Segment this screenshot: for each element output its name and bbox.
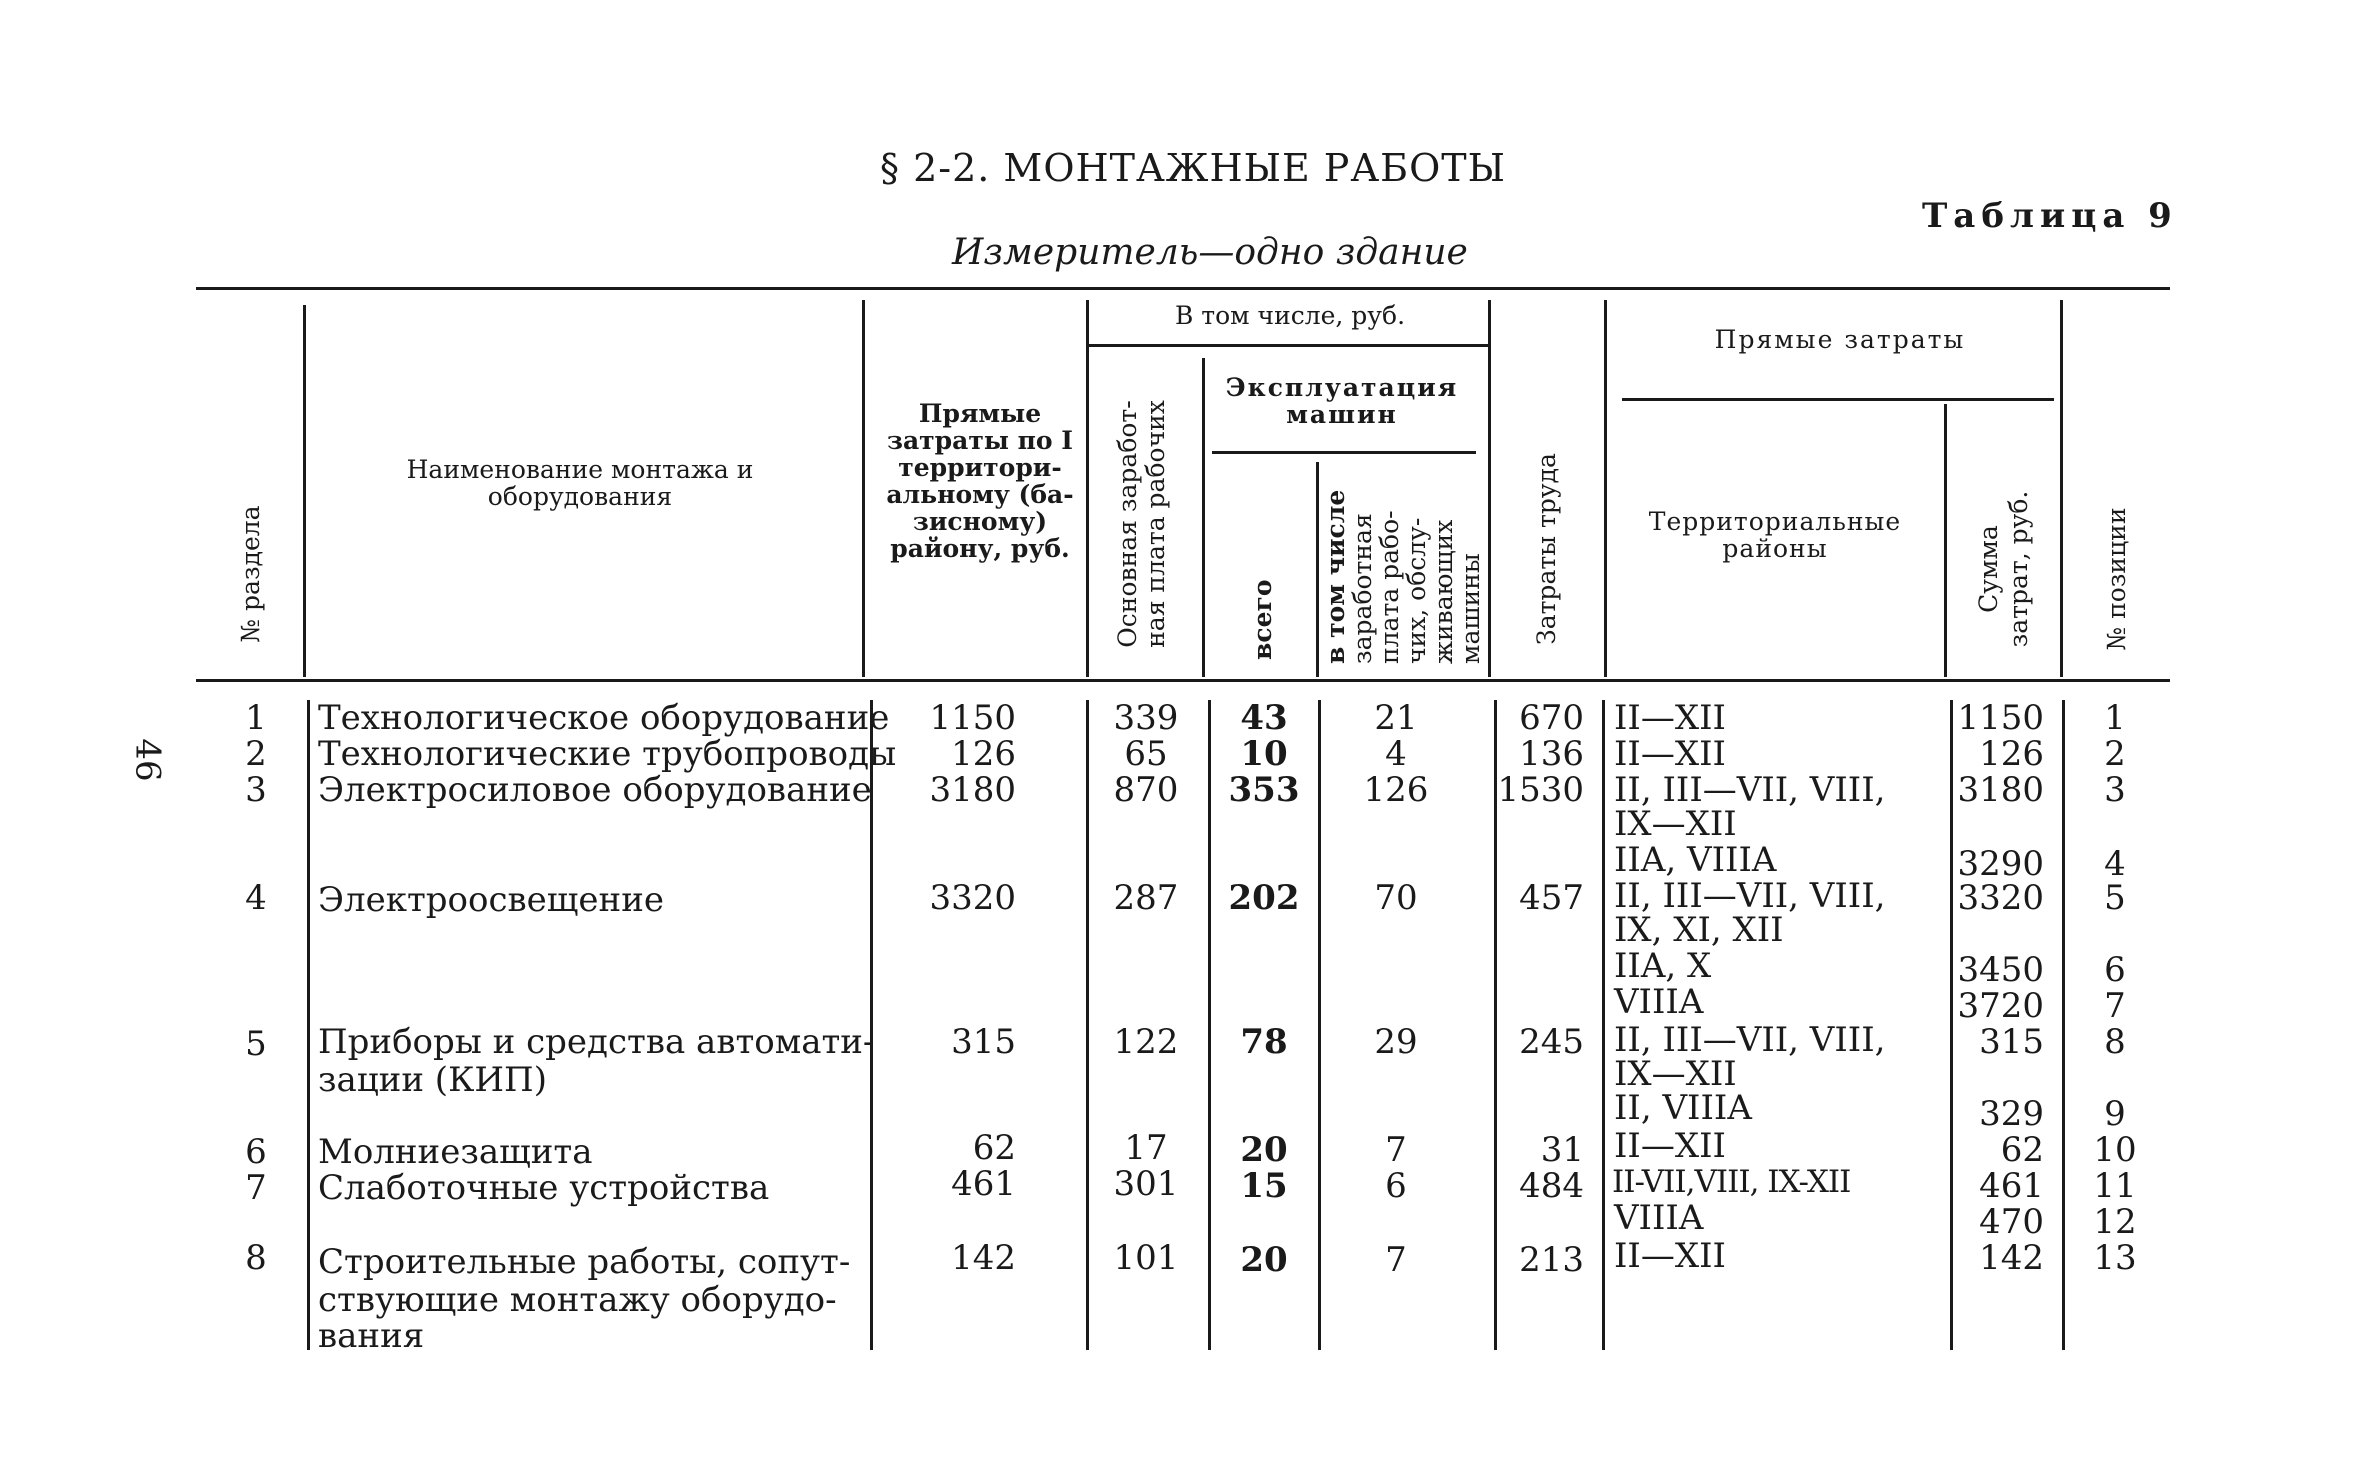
row8-sum: 142	[1979, 1238, 2044, 1278]
row1-mwage: 21	[1374, 698, 1418, 738]
row1-sum: 1150	[1957, 698, 2044, 738]
row8-mach: 20	[1240, 1240, 1288, 1280]
row4-cost: 3320	[929, 878, 1016, 918]
row4b-sum: 3450	[1957, 950, 2044, 990]
row3-mach: 353	[1228, 770, 1300, 810]
vline-4	[1202, 358, 1205, 677]
col-incl-group-header: В том числе, руб.	[1174, 301, 1406, 330]
row6-labor: 31	[1540, 1130, 1584, 1170]
table-top-rule	[196, 287, 2170, 290]
row3b-sum: 3290	[1957, 844, 2044, 884]
row3-pos: 3	[2104, 770, 2126, 810]
col-direct-base-header: Прямые затраты по I территори-альному (ба-зисному) району, руб.	[886, 399, 1074, 563]
row3-labor: 1530	[1497, 770, 1584, 810]
col-regions-header: Территориальные районы	[1648, 507, 1902, 563]
section-title: § 2-2. МОНТАЖНЫЕ РАБОТЫ	[880, 146, 1506, 190]
row8-name-line2: ствующие монтажу оборудо-	[318, 1280, 837, 1320]
row8-cost: 142	[951, 1238, 1016, 1278]
row5-region-line1: II, III—VII, VIII,	[1614, 1020, 1886, 1060]
col-sum-header	[1974, 474, 2034, 664]
row5-cost: 315	[951, 1022, 1016, 1062]
row1-cost: 1150	[929, 698, 1016, 738]
vline-5	[1316, 462, 1319, 677]
row7-cost: 461	[951, 1164, 1016, 1204]
row5-sum: 315	[1979, 1022, 2044, 1062]
col-labor-header: Затраты труда	[1532, 453, 1561, 645]
col-direct-group-header: Прямые затраты	[1714, 325, 1966, 354]
row6-no: 6	[245, 1132, 267, 1172]
machine-wage-bold: в том числе	[1321, 489, 1350, 664]
page-number: 46	[127, 738, 168, 782]
row6-mwage: 7	[1385, 1130, 1407, 1170]
row4c-region: VIIIA	[1614, 982, 1704, 1022]
body-vline-8	[1950, 700, 1953, 1350]
row7-labor: 484	[1519, 1166, 1584, 1206]
vline-8	[1944, 404, 1947, 677]
vline-2	[862, 300, 865, 677]
row8-pos: 13	[2093, 1238, 2137, 1278]
row4-labor: 457	[1519, 878, 1584, 918]
row8-labor: 213	[1519, 1240, 1584, 1280]
col-machine-total-header: всего	[1248, 579, 1277, 660]
row7-sum: 461	[1979, 1166, 2044, 1206]
row5-wage: 122	[1113, 1022, 1179, 1062]
row2-sum: 126	[1979, 734, 2044, 774]
vline-3	[1086, 300, 1089, 677]
row2-mach: 10	[1240, 734, 1288, 774]
row7-mwage: 6	[1385, 1166, 1407, 1206]
row7b-sum: 470	[1979, 1202, 2044, 1242]
row6-name: Молниезащита	[318, 1132, 593, 1172]
row7-pos: 11	[2093, 1166, 2137, 1206]
incl-group-rule	[1086, 344, 1488, 347]
row1-labor: 670	[1519, 698, 1584, 738]
body-vline-3	[1086, 700, 1089, 1350]
row2-wage: 65	[1124, 734, 1168, 774]
row3-name: Электросиловое оборудование	[318, 770, 872, 810]
col-machine-wage-header	[1322, 468, 1484, 664]
row7-no: 7	[245, 1168, 267, 1208]
row8-no: 8	[245, 1238, 267, 1278]
body-vline-9	[2062, 700, 2065, 1350]
row7-wage: 301	[1113, 1164, 1179, 1204]
row4-wage: 287	[1113, 878, 1179, 918]
row2-no: 2	[245, 734, 267, 774]
row3-no: 3	[245, 770, 267, 810]
vline-9	[2060, 300, 2063, 677]
row7-mach: 15	[1240, 1166, 1288, 1206]
row2-pos: 2	[2104, 734, 2126, 774]
basic-wage-text: Основная заработ-ная плата рабочих	[1113, 400, 1170, 648]
row2-cost: 126	[951, 734, 1016, 774]
row6-mach: 20	[1240, 1130, 1288, 1170]
body-vline-5	[1318, 700, 1321, 1350]
row4-region-line1: II, III—VII, VIII,	[1614, 876, 1886, 916]
row6-region: II—XII	[1614, 1126, 1726, 1166]
row3b-region: IIA, VIIIA	[1614, 840, 1777, 880]
header-bottom-rule	[196, 679, 2170, 682]
row5-no: 5	[245, 1024, 267, 1064]
body-vline-4	[1208, 700, 1211, 1350]
row8-name-line1: Строительные работы, сопут-	[318, 1242, 851, 1282]
row3-sum: 3180	[1957, 770, 2044, 810]
vline-6	[1488, 300, 1491, 677]
row5b-region: II, VIIIA	[1614, 1088, 1752, 1128]
row5b-sum: 329	[1979, 1094, 2044, 1134]
row3-region-line2: IX—XII	[1614, 804, 1737, 844]
col-section-no-header: № раздела	[236, 505, 265, 643]
row5-mwage: 29	[1374, 1022, 1418, 1062]
col-machine-group-header: Эксплуатация машин	[1225, 373, 1459, 429]
row7-region: II-VII,VIII, IX-XII	[1612, 1164, 1851, 1200]
machine-group-rule	[1212, 451, 1476, 454]
row3-region-line1: II, III—VII, VIII,	[1614, 770, 1886, 810]
row5-pos: 8	[2104, 1022, 2126, 1062]
row3-cost: 3180	[929, 770, 1016, 810]
row7b-region: VIIIA	[1614, 1198, 1704, 1238]
row8-wage: 101	[1113, 1238, 1179, 1278]
row2-region: II—XII	[1614, 734, 1726, 774]
row3-mwage: 126	[1363, 770, 1429, 810]
row5-name-line2: зации (КИП)	[318, 1060, 547, 1100]
sum-text: Сумма затрат, руб.	[1974, 490, 2033, 648]
col-position-header: № позиции	[2102, 507, 2131, 651]
row7b-pos: 12	[2093, 1202, 2137, 1242]
row8-name-line3: вания	[318, 1316, 425, 1356]
row4-no: 4	[245, 878, 267, 918]
measure-caption: Измеритель—одно здание	[952, 232, 1468, 273]
row4-pos: 5	[2104, 878, 2126, 918]
row4-mach: 202	[1228, 878, 1300, 918]
row7-name: Слаботочные устройства	[318, 1168, 770, 1208]
vline-7	[1604, 300, 1607, 677]
row4c-pos: 7	[2104, 986, 2126, 1026]
row5-mach: 78	[1240, 1022, 1288, 1062]
row3-wage: 870	[1113, 770, 1179, 810]
row4b-region: IIA, X	[1614, 946, 1712, 986]
row2-labor: 136	[1519, 734, 1584, 774]
vline-1	[303, 305, 306, 677]
row4-name: Электроосвещение	[318, 880, 664, 920]
col-basic-wage-header	[1114, 384, 1170, 664]
row4c-sum: 3720	[1957, 986, 2044, 1026]
direct-group-rule	[1622, 398, 2054, 401]
row6-wage: 17	[1124, 1128, 1168, 1168]
row6-cost: 62	[972, 1128, 1016, 1168]
row2-name: Технологические трубопроводы	[318, 734, 897, 774]
row1-wage: 339	[1113, 698, 1179, 738]
row1-mach: 43	[1240, 698, 1288, 738]
row4-region-line2: IX, XI, XII	[1614, 910, 1784, 950]
row4-mwage: 70	[1374, 878, 1418, 918]
machine-wage-rest: заработная плата рабо-чих, обслу-живающих машины	[1348, 510, 1485, 664]
row4b-pos: 6	[2104, 950, 2126, 990]
row5-labor: 245	[1519, 1022, 1584, 1062]
col-name-header: Наименование монтажа и оборудования	[406, 455, 754, 511]
row5-region-line2: IX—XII	[1614, 1054, 1737, 1094]
row2-mwage: 4	[1385, 734, 1407, 774]
row5b-pos: 9	[2104, 1094, 2126, 1134]
row5-name-line1: Приборы и средства автомати-	[318, 1022, 875, 1062]
row3b-pos: 4	[2104, 844, 2126, 884]
row1-pos: 1	[2104, 698, 2126, 738]
row1-no: 1	[245, 698, 267, 738]
row8-region: II—XII	[1614, 1236, 1726, 1276]
body-vline-1	[307, 700, 310, 1350]
row4-sum: 3320	[1957, 878, 2044, 918]
table-label: Таблица 9	[1922, 196, 2178, 236]
row1-region: II—XII	[1614, 698, 1726, 738]
row6-sum: 62	[2000, 1130, 2044, 1170]
row8-mwage: 7	[1385, 1240, 1407, 1280]
row6-pos: 10	[2093, 1130, 2137, 1170]
row1-name: Технологическое оборудование	[318, 698, 890, 738]
body-vline-7	[1602, 700, 1605, 1350]
